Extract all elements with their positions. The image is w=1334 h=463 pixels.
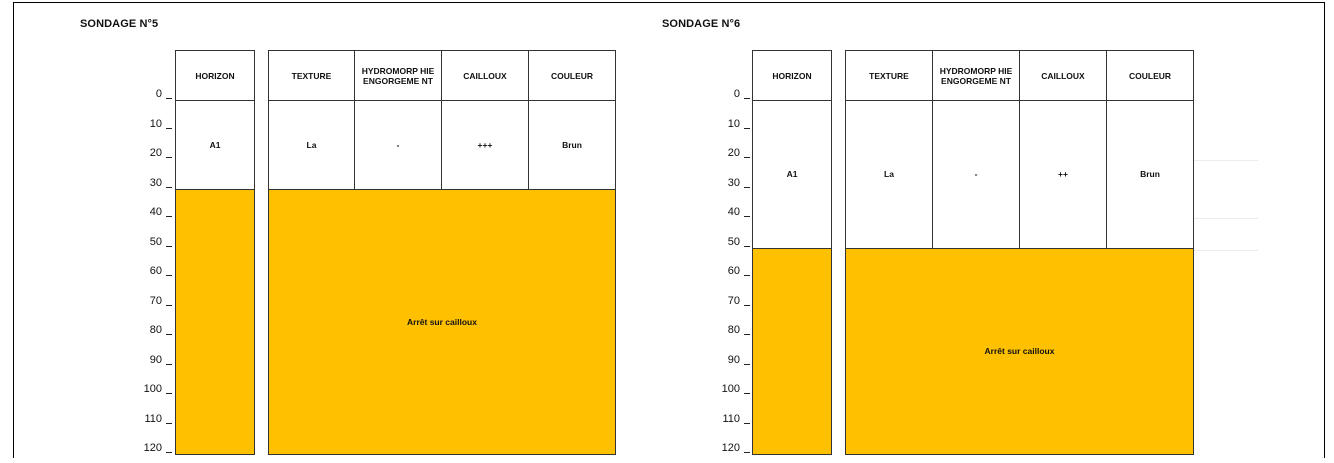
cailloux-header: CAILLOUX — [1019, 50, 1107, 102]
depth-tick — [166, 334, 172, 335]
horizon-header: HORIZON — [175, 50, 255, 102]
depth-label: 100 — [143, 383, 162, 395]
depth-tick — [744, 393, 750, 394]
depth-label: 0 — [155, 88, 162, 100]
depth-label: 80 — [149, 324, 162, 336]
depth-label: 110 — [722, 412, 740, 425]
couleur-header: COULEUR — [1106, 50, 1194, 102]
depth-tick — [744, 452, 750, 453]
depth-label: 70 — [149, 294, 162, 307]
depth-label: 70 — [727, 294, 740, 307]
depth-tick — [166, 216, 172, 217]
depth-label: 90 — [727, 353, 740, 366]
refus-layer — [845, 248, 1194, 456]
cailloux-value: ++ — [1019, 100, 1107, 249]
depth-label: 30 — [149, 176, 162, 189]
horizon-value: A1 — [752, 100, 832, 249]
depth-tick — [166, 98, 172, 99]
stop-label: Arrêt sur cailloux — [407, 316, 477, 327]
depth-label: 10 — [149, 117, 162, 130]
depth-label: 0 — [733, 88, 740, 100]
sondage-5-panel — [0, 0, 620, 463]
depth-tick — [744, 423, 750, 424]
faint-line — [1190, 250, 1258, 251]
couleur-value: Brun — [1106, 100, 1194, 249]
depth-label: 20 — [727, 147, 740, 159]
depth-label: 60 — [149, 265, 162, 277]
depth-tick — [744, 128, 750, 129]
depth-label: 80 — [727, 324, 740, 336]
depth-tick — [744, 334, 750, 335]
depth-label: 100 — [721, 383, 740, 395]
faint-line — [1190, 160, 1258, 161]
depth-tick — [166, 364, 172, 365]
depth-label: 20 — [149, 147, 162, 159]
depth-tick — [166, 128, 172, 129]
horizon-value: A1 — [175, 100, 255, 190]
depth-label: 30 — [727, 176, 740, 189]
couleur-value: Brun — [528, 100, 616, 190]
cailloux-header: CAILLOUX — [441, 50, 529, 102]
hydromorphie-header: HYDROMORP HIE ENGORGEME NT — [354, 50, 442, 102]
depth-tick — [744, 246, 750, 247]
depth-tick — [744, 275, 750, 276]
depth-tick — [166, 393, 172, 394]
texture-value: La — [845, 100, 933, 249]
couleur-header: COULEUR — [528, 50, 616, 102]
hydromorphie-value: - — [354, 100, 442, 190]
hydromorphie-header: HYDROMORP HIE ENGORGEME NT — [932, 50, 1020, 102]
texture-value: La — [268, 100, 355, 190]
refus-layer — [268, 189, 616, 456]
depth-label: 50 — [149, 235, 162, 248]
depth-tick — [744, 216, 750, 217]
depth-label: 120 — [143, 442, 162, 454]
cailloux-value: +++ — [441, 100, 529, 190]
depth-tick — [166, 157, 172, 158]
depth-tick — [744, 187, 750, 188]
depth-tick — [166, 452, 172, 453]
texture-header: TEXTURE — [845, 50, 933, 102]
depth-label: 40 — [727, 206, 740, 218]
horizon-refus-fill — [752, 248, 832, 456]
depth-label: 90 — [149, 353, 162, 366]
depth-tick — [166, 305, 172, 306]
depth-label: 10 — [727, 117, 740, 130]
depth-tick — [166, 275, 172, 276]
texture-header: TEXTURE — [268, 50, 355, 102]
depth-label: 110 — [144, 412, 162, 425]
hydromorphie-value: - — [932, 100, 1020, 249]
depth-label: 40 — [149, 206, 162, 218]
depth-label: 120 — [721, 442, 740, 454]
sondage-title: SONDAGE N°6 — [662, 18, 741, 30]
depth-label: 60 — [727, 265, 740, 277]
depth-tick — [166, 246, 172, 247]
stop-label: Arrêt sur cailloux — [984, 346, 1055, 357]
sondage-title: SONDAGE N°5 — [80, 18, 159, 30]
faint-line — [1190, 218, 1258, 219]
depth-tick — [166, 187, 172, 188]
depth-tick — [744, 305, 750, 306]
depth-label: 50 — [727, 235, 740, 248]
depth-tick — [744, 98, 750, 99]
depth-tick — [744, 157, 750, 158]
horizon-header: HORIZON — [752, 50, 832, 102]
sondage-6-panel — [580, 0, 1200, 463]
depth-tick — [166, 423, 172, 424]
depth-tick — [744, 364, 750, 365]
horizon-refus-fill — [175, 189, 255, 456]
